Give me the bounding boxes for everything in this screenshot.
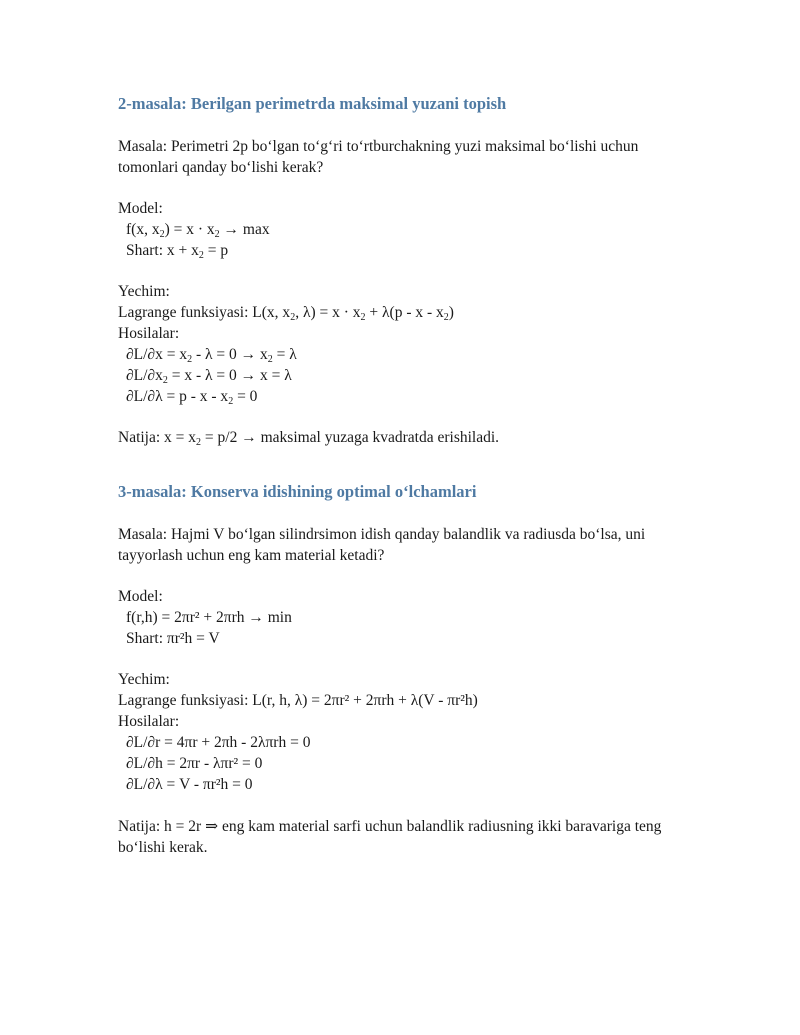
problem3-derivative-h: ∂L/∂h = 2πr - λπr² = 0 xyxy=(126,755,263,772)
problem3-statement-line2: tayyorlash uchun eng kam material ketadi? xyxy=(118,547,385,564)
problem2-statement-line2: tomonlari qanday bo‘lishi kerak? xyxy=(118,159,324,176)
problem2-statement-line1: Masala: Perimetri 2p bo‘lgan to‘g‘ri to‘rtburchakning yuzi maksimal bo‘lishi uchun xyxy=(118,138,639,155)
problem2-solution-label: Yechim: xyxy=(118,283,170,300)
problem2-result: Natija: $x = x_2 = p/2$ → maksimal yuzaga kvadratda erishiladi. xyxy=(118,429,500,448)
problem3-result-line2: bo‘lishi kerak. xyxy=(118,839,208,856)
problem2-heading: 2-masala: Berilgan perimetrda maksimal yuzani topish xyxy=(118,94,507,113)
problem3-model-constraint: Shart: πr²h = V xyxy=(126,630,220,647)
problem3-result-line1: Natija: h = 2r ⇒ eng kam material sarfi uchun balandlik radiusning ikki baravariga teng xyxy=(118,818,662,835)
problem3-solution-label: Yechim: xyxy=(118,671,170,688)
problem2-model-objective: f(x, $x_2) = x \cdot x_2 \to \max$ xyxy=(126,221,270,240)
problem2-lagrange: Lagrange funksiyasi: L(x, $x_2$, $\lambda) = x \cdot x_2 + \lambda(p - x - x_2)$ xyxy=(118,304,454,323)
problem3-derivative-r: ∂L/∂r = 4πr + 2πh - 2λπrh = 0 xyxy=(126,734,311,751)
problem3-lagrange: Lagrange funksiyasi: L(r, h, λ) = 2πr² + 2πrh + λ(V - πr²h) xyxy=(118,692,478,709)
problem3-statement-line1: Masala: Hajmi V bo‘lgan silindrsimon idish qanday balandlik va radiusda bo‘lsa, uni xyxy=(118,526,646,543)
problem3-model-objective: f(r,h) = 2πr² + 2πrh → min xyxy=(126,609,292,626)
problem3-heading: 3-masala: Konserva idishining optimal o‘lchamlari xyxy=(118,482,477,501)
problem2-derivative-x2: $\partial L/\partial x_2 = x - \lambda = 0 \to x = \lambda$ xyxy=(126,367,292,386)
problem2-derivative-lambda: $\partial L/\partial\lambda = p - x - x_2 = 0$ xyxy=(126,388,258,407)
problem3-derivatives-label: Hosilalar: xyxy=(118,713,180,730)
problem3-model-label: Model: xyxy=(118,588,163,605)
problem2-derivative-x: $\partial L/\partial x = x_2 - \lambda = 0 \to x_2 = \lambda$ xyxy=(126,346,297,365)
problem2-model-label: Model: xyxy=(118,200,163,217)
problem2-derivatives-label: Hosilalar: xyxy=(118,325,180,342)
problem2-model-constraint: Shart: $x + x_2 = p$ xyxy=(126,242,229,261)
problem3-derivative-lambda: ∂L/∂λ = V - πr²h = 0 xyxy=(126,776,253,793)
